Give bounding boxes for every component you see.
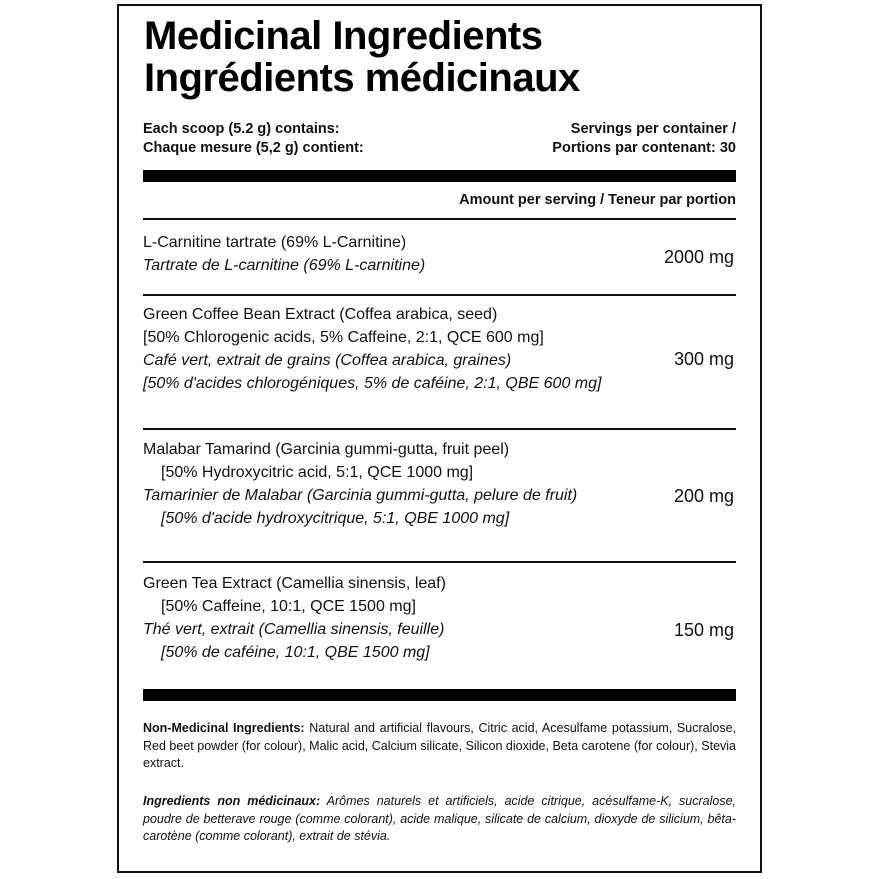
ingredient-amount: 2000 mg	[663, 247, 734, 267]
ingredient-text	[143, 572, 736, 664]
title-french: Ingrédients médicinaux	[144, 56, 580, 100]
ingredient-name-fr: Tamarinier de Malabar (Garcinia gummi-gutta, pelure de fruit)	[143, 487, 578, 504]
ingredient-detail-fr: [50% d'acide hydroxycitrique, 5:1, QBE 1000 mg]	[161, 510, 510, 527]
divider	[143, 561, 736, 563]
non-medicinal-label-en: Non-Medicinal Ingredients:	[143, 721, 305, 735]
ingredient-name-en: Green Tea Extract (Camellia sinensis, leaf)	[143, 575, 446, 592]
ingredient-detail-en: [50% Hydroxycitric acid, 5:1, QCE 1000 mg]	[161, 464, 474, 481]
ingredient-detail-fr: [50% de caféine, 10:1, QBE 1500 mg]	[161, 644, 430, 661]
ingredient-row	[143, 572, 736, 682]
ingredient-name-fr: Café vert, extrait de grains (Coffea arabica, graines)	[143, 352, 512, 369]
ingredient-row	[143, 303, 736, 423]
servings-fr: Portions par contenant: 30	[552, 140, 736, 156]
ingredient-text	[143, 438, 736, 530]
page-title	[144, 15, 580, 99]
ingredient-text	[143, 303, 736, 395]
thick-divider-bottom	[143, 689, 736, 701]
ingredient-name-fr: Tartrate de L-carnitine (69% L-carnitine)	[143, 257, 426, 274]
ingredient-name-fr: Thé vert, extrait (Camellia sinensis, feuille)	[143, 621, 445, 638]
ingredient-detail-en: [50% Chlorogenic acids, 5% Caffeine, 2:1, QCE 600 mg]	[143, 329, 544, 346]
ingredient-name-en: L-Carnitine tartrate (69% L-Carnitine)	[143, 234, 407, 251]
divider	[143, 294, 736, 296]
amount-per-serving-header: Amount per serving / Teneur par portion	[459, 192, 736, 208]
non-medicinal-label-fr: Ingredients non médicinaux:	[143, 794, 321, 808]
ingredient-detail-fr: [50% d'acides chlorogéniques, 5% de caféine, 2:1, QBE 600 mg]	[143, 375, 602, 392]
ingredient-row	[143, 231, 736, 291]
ingredient-amount: 300 mg	[673, 349, 734, 369]
ingredient-text	[143, 231, 736, 277]
serving-size	[143, 120, 364, 158]
ingredient-name-en: Green Coffee Bean Extract (Coffea arabica, seed)	[143, 306, 498, 323]
ingredient-name-en: Malabar Tamarind (Garcinia gummi-gutta, fruit peel)	[143, 441, 510, 458]
serving-info	[143, 120, 736, 158]
ingredient-detail-en: [50% Caffeine, 10:1, QCE 1500 mg]	[161, 598, 416, 615]
serving-size-fr: Chaque mesure (5,2 g) contient:	[143, 140, 364, 156]
supplement-facts-label	[117, 4, 762, 873]
thick-divider-top	[143, 170, 736, 182]
divider	[143, 428, 736, 430]
divider	[143, 218, 736, 220]
ingredient-amount: 150 mg	[673, 620, 734, 640]
non-medicinal-text-en: Natural and artificial flavours, Citric acid, Acesulfame potassium, Sucralose, Red beet powder (for colour), Malic acid, Calcium silicate, Silicon dioxide, Beta carotene (for colour), Stevia extract.	[143, 721, 736, 770]
servings-per-container	[552, 120, 736, 158]
non-medicinal-text-fr: Arômes naturels et artificiels, acide citrique, acésulfame-K, sucralose, poudre de betterave rouge (comme colorant), acide malique, silicate de calcium, dioxyde de silicium, bêta-carotène (comme colorant), extrait de stévia.	[143, 794, 736, 843]
ingredient-amount: 200 mg	[673, 486, 734, 506]
ingredient-row	[143, 438, 736, 558]
serving-size-en: Each scoop (5.2 g) contains:	[143, 121, 340, 137]
non-medicinal-ingredients-fr	[143, 793, 736, 846]
servings-en: Servings per container /	[570, 121, 736, 137]
title-english: Medicinal Ingredients	[144, 14, 543, 58]
non-medicinal-ingredients-en	[143, 720, 736, 773]
